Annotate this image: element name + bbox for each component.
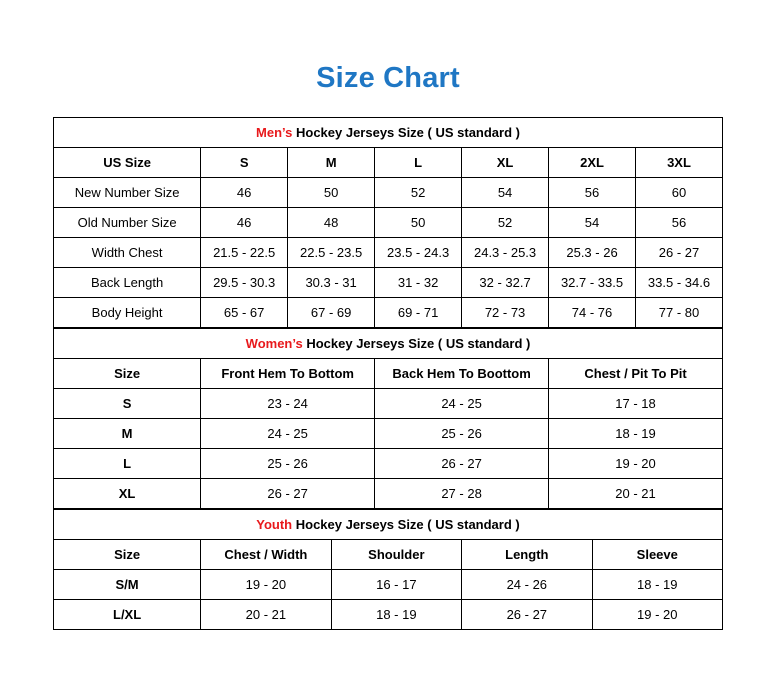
table-cell: 54	[549, 208, 636, 238]
table-row	[54, 479, 723, 509]
table-header-row	[54, 148, 723, 178]
table-cell: 65 - 67	[201, 298, 288, 328]
youth-size-table	[53, 509, 723, 630]
table-row	[54, 238, 723, 268]
column-header: L	[375, 148, 462, 178]
table-cell: 18 - 19	[549, 419, 723, 449]
table-banner-row	[54, 118, 723, 148]
table-row	[54, 208, 723, 238]
table-cell: 26 - 27	[462, 600, 592, 630]
table-cell: 77 - 80	[636, 298, 723, 328]
column-header: Sleeve	[592, 540, 722, 570]
banner-rest-text: Hockey Jerseys Size ( US standard )	[292, 125, 520, 140]
table-cell: 46	[201, 208, 288, 238]
table-cell: 46	[201, 178, 288, 208]
column-header: Shoulder	[331, 540, 461, 570]
table-cell: 54	[462, 178, 549, 208]
row-label: Width Chest	[54, 238, 201, 268]
column-header: Back Hem To Boottom	[375, 359, 549, 389]
table-cell: 26 - 27	[201, 479, 375, 509]
banner-accent-text: Youth	[256, 517, 293, 532]
column-header: 3XL	[636, 148, 723, 178]
column-header: Size	[54, 359, 201, 389]
table-cell: 26 - 27	[636, 238, 723, 268]
table-cell: 21.5 - 22.5	[201, 238, 288, 268]
table-cell: 25.3 - 26	[549, 238, 636, 268]
column-header: S	[201, 148, 288, 178]
table-cell: 25 - 26	[201, 449, 375, 479]
table-cell: 52	[462, 208, 549, 238]
table-cell: 29.5 - 30.3	[201, 268, 288, 298]
row-label: Old Number Size	[54, 208, 201, 238]
mens-size-table	[53, 117, 723, 328]
table-header-row	[54, 359, 723, 389]
table-cell: 30.3 - 31	[288, 268, 375, 298]
table-cell: 19 - 20	[549, 449, 723, 479]
page-title: Size Chart	[316, 62, 460, 94]
table-cell: 72 - 73	[462, 298, 549, 328]
table-cell: 60	[636, 178, 723, 208]
table-cell: 16 - 17	[331, 570, 461, 600]
table-cell: 27 - 28	[375, 479, 549, 509]
column-header: Size	[54, 540, 201, 570]
table-cell: 23 - 24	[201, 389, 375, 419]
table-row	[54, 449, 723, 479]
banner-accent-text: Women’s	[245, 336, 303, 351]
table-cell: 18 - 19	[592, 570, 722, 600]
row-label: M	[54, 419, 201, 449]
table-row	[54, 298, 723, 328]
mens-section-banner	[54, 118, 723, 148]
womens-section-banner	[54, 329, 723, 359]
table-cell: 67 - 69	[288, 298, 375, 328]
table-row	[54, 600, 723, 630]
table-banner-row	[54, 329, 723, 359]
table-cell: 69 - 71	[375, 298, 462, 328]
table-cell: 32 - 32.7	[462, 268, 549, 298]
table-cell: 48	[288, 208, 375, 238]
row-label: S	[54, 389, 201, 419]
table-cell: 56	[549, 178, 636, 208]
table-cell: 26 - 27	[375, 449, 549, 479]
column-header: US Size	[54, 148, 201, 178]
table-cell: 32.7 - 33.5	[549, 268, 636, 298]
column-header: Length	[462, 540, 592, 570]
table-cell: 74 - 76	[549, 298, 636, 328]
table-row	[54, 178, 723, 208]
column-header: Chest / Pit To Pit	[549, 359, 723, 389]
banner-accent-text: Men’s	[256, 125, 293, 140]
row-label: Body Height	[54, 298, 201, 328]
column-header: XL	[462, 148, 549, 178]
table-row	[54, 389, 723, 419]
table-cell: 17 - 18	[549, 389, 723, 419]
table-cell: 33.5 - 34.6	[636, 268, 723, 298]
table-row	[54, 268, 723, 298]
column-header: M	[288, 148, 375, 178]
banner-rest-text: Hockey Jerseys Size ( US standard )	[292, 517, 520, 532]
table-cell: 20 - 21	[549, 479, 723, 509]
table-cell: 20 - 21	[201, 600, 331, 630]
table-cell: 24 - 26	[462, 570, 592, 600]
table-cell: 25 - 26	[375, 419, 549, 449]
table-cell: 24 - 25	[375, 389, 549, 419]
row-label: S/M	[54, 570, 201, 600]
table-cell: 19 - 20	[201, 570, 331, 600]
table-cell: 19 - 20	[592, 600, 722, 630]
table-cell: 31 - 32	[375, 268, 462, 298]
table-cell: 56	[636, 208, 723, 238]
banner-rest-text: Hockey Jerseys Size ( US standard )	[302, 336, 531, 351]
table-cell: 24 - 25	[201, 419, 375, 449]
table-cell: 50	[288, 178, 375, 208]
youth-section-banner	[54, 510, 723, 540]
table-cell: 24.3 - 25.3	[462, 238, 549, 268]
womens-size-table	[53, 328, 723, 509]
column-header: Chest / Width	[201, 540, 331, 570]
size-chart-tables	[53, 117, 723, 630]
table-row	[54, 419, 723, 449]
row-label: Back Length	[54, 268, 201, 298]
row-label: L/XL	[54, 600, 201, 630]
table-cell: 18 - 19	[331, 600, 461, 630]
row-label: L	[54, 449, 201, 479]
row-label: New Number Size	[54, 178, 201, 208]
table-cell: 52	[375, 178, 462, 208]
table-header-row	[54, 540, 723, 570]
table-banner-row	[54, 510, 723, 540]
table-cell: 50	[375, 208, 462, 238]
column-header: Front Hem To Bottom	[201, 359, 375, 389]
column-header: 2XL	[549, 148, 636, 178]
row-label: XL	[54, 479, 201, 509]
table-cell: 22.5 - 23.5	[288, 238, 375, 268]
table-cell: 23.5 - 24.3	[375, 238, 462, 268]
table-row	[54, 570, 723, 600]
